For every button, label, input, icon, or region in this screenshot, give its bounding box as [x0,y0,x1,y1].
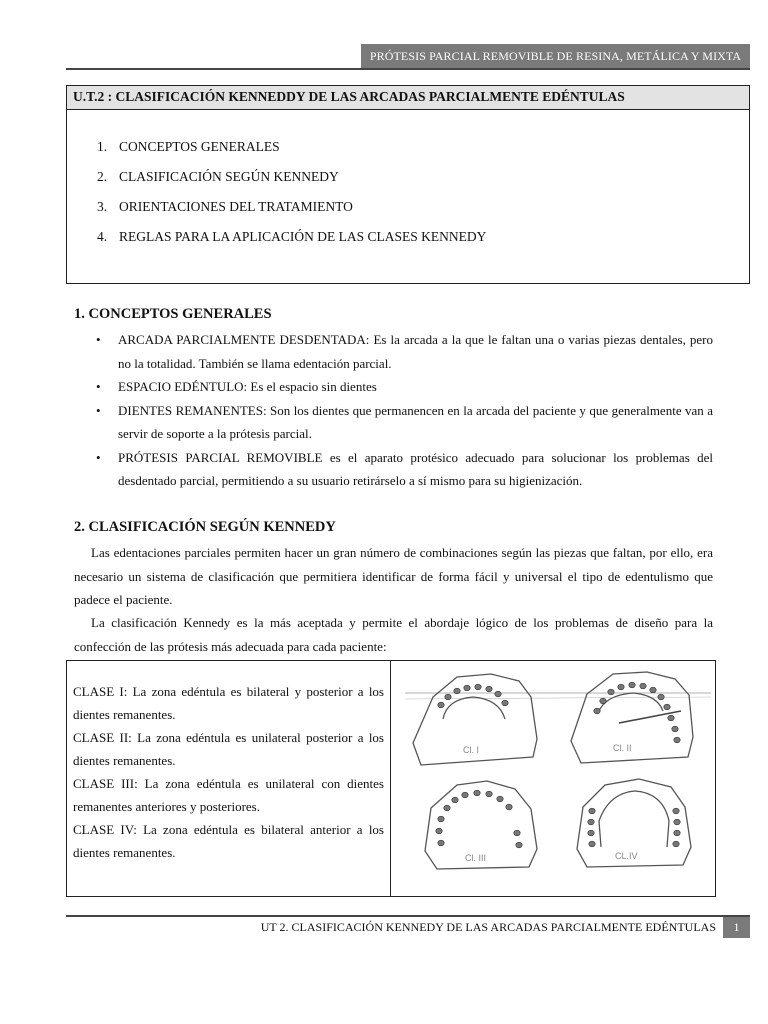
class-4-description: CLASE IV: La zona edéntula es bilateral anterior a los dientes remanentes. [73,822,384,860]
section-2-paragraph-2: La clasificación Kennedy es la más aceptada y permite el abordaje lógico de los problemas de diseño para la confección de las prótesis más adecuada para cada paciente: [74,615,713,654]
section-2-paragraph-1: Las edentaciones parciales permiten hacer un gran número de combinaciones según las piezas que faltan, por ello, era necesario un sistema de clasificación que permitiera identificar de forma fácil y universal el tipo de edentulismo que padece el paciente. [74,545,713,607]
class-1-diagram-label: Cl. I [463,745,480,755]
footer-rule [66,915,750,917]
table-of-contents [97,139,486,259]
class-2-diagram-label: Cl. II [613,743,632,753]
toc-item: 2. CLASIFICACIÓN SEGÚN KENNEDY [97,169,339,184]
concept-item: • ESPACIO EDÉNTULO: Es el espacio sin dientes [96,375,713,399]
section-2-heading: 2. CLASIFICACIÓN SEGÚN KENNEDY [74,519,336,535]
kennedy-arches-diagram [391,661,714,894]
concept-item: • ARCADA PARCIALMENTE DESDENTADA: Es la arcada a la que le faltan una o varias piezas dentales, pero no la totalidad. También se llama edentación parcial. [96,328,713,375]
class-2-description: CLASE II: La zona edéntula es unilateral posterior a los dientes remanentes. [73,730,384,768]
section-1-heading: 1. CONCEPTOS GENERALES [74,306,272,322]
footer-title: UT 2. CLASIFICACIÓN KENNEDY DE LAS ARCADAS PARCIALMENTE EDÉNTULAS [260,920,716,934]
kennedy-classes-table [66,660,716,897]
toc-item: 1. CONCEPTOS GENERALES [97,139,280,154]
class-2-teeth [594,682,680,743]
toc-item: 3. ORIENTACIONES DEL TRATAMIENTO [97,199,353,214]
class-3-diagram-label: Cl. III [465,853,487,863]
classes-text-cell [67,661,391,896]
class-1-description: CLASE I: La zona edéntula es bilateral y posterior a los dientes remanentes. [73,684,384,722]
class-3-teeth [436,790,522,848]
page-number: 1 [723,917,750,938]
class-3-description: CLASE III: La zona edéntula es unilateral con dientes remanentes anteriores y posteriores. [73,776,384,814]
concept-item: • PRÓTESIS PARCIAL REMOVIBLE es el aparato protésico adecuado para solucionar los problemas del desdentado parcial, permitiendo a su usuario retirárselo a sí mismo para su higienización. [96,446,713,493]
class-4-diagram-label: CL.IV [615,851,638,861]
unit-box [66,85,750,284]
toc-item: 4. REGLAS PARA LA APLICACIÓN DE LAS CLASES KENNEDY [97,229,487,244]
concept-item: • DIENTES REMANENTES: Son los dientes que permanencen en la arcada del paciente y que generalmente van a servir de soporte a la prótesis parcial. [96,399,713,446]
unit-title: U.T.2 : CLASIFICACIÓN KENNEDDY DE LAS ARCADAS PARCIALMENTE EDÉNTULAS [67,86,749,110]
class-1-teeth [438,684,508,708]
header-title: PRÓTESIS PARCIAL REMOVIBLE DE RESINA, METÁLICA Y MIXTA [361,44,750,68]
classes-diagram-cell [391,661,715,896]
header-rule [66,68,750,70]
concepts-list [96,328,713,493]
